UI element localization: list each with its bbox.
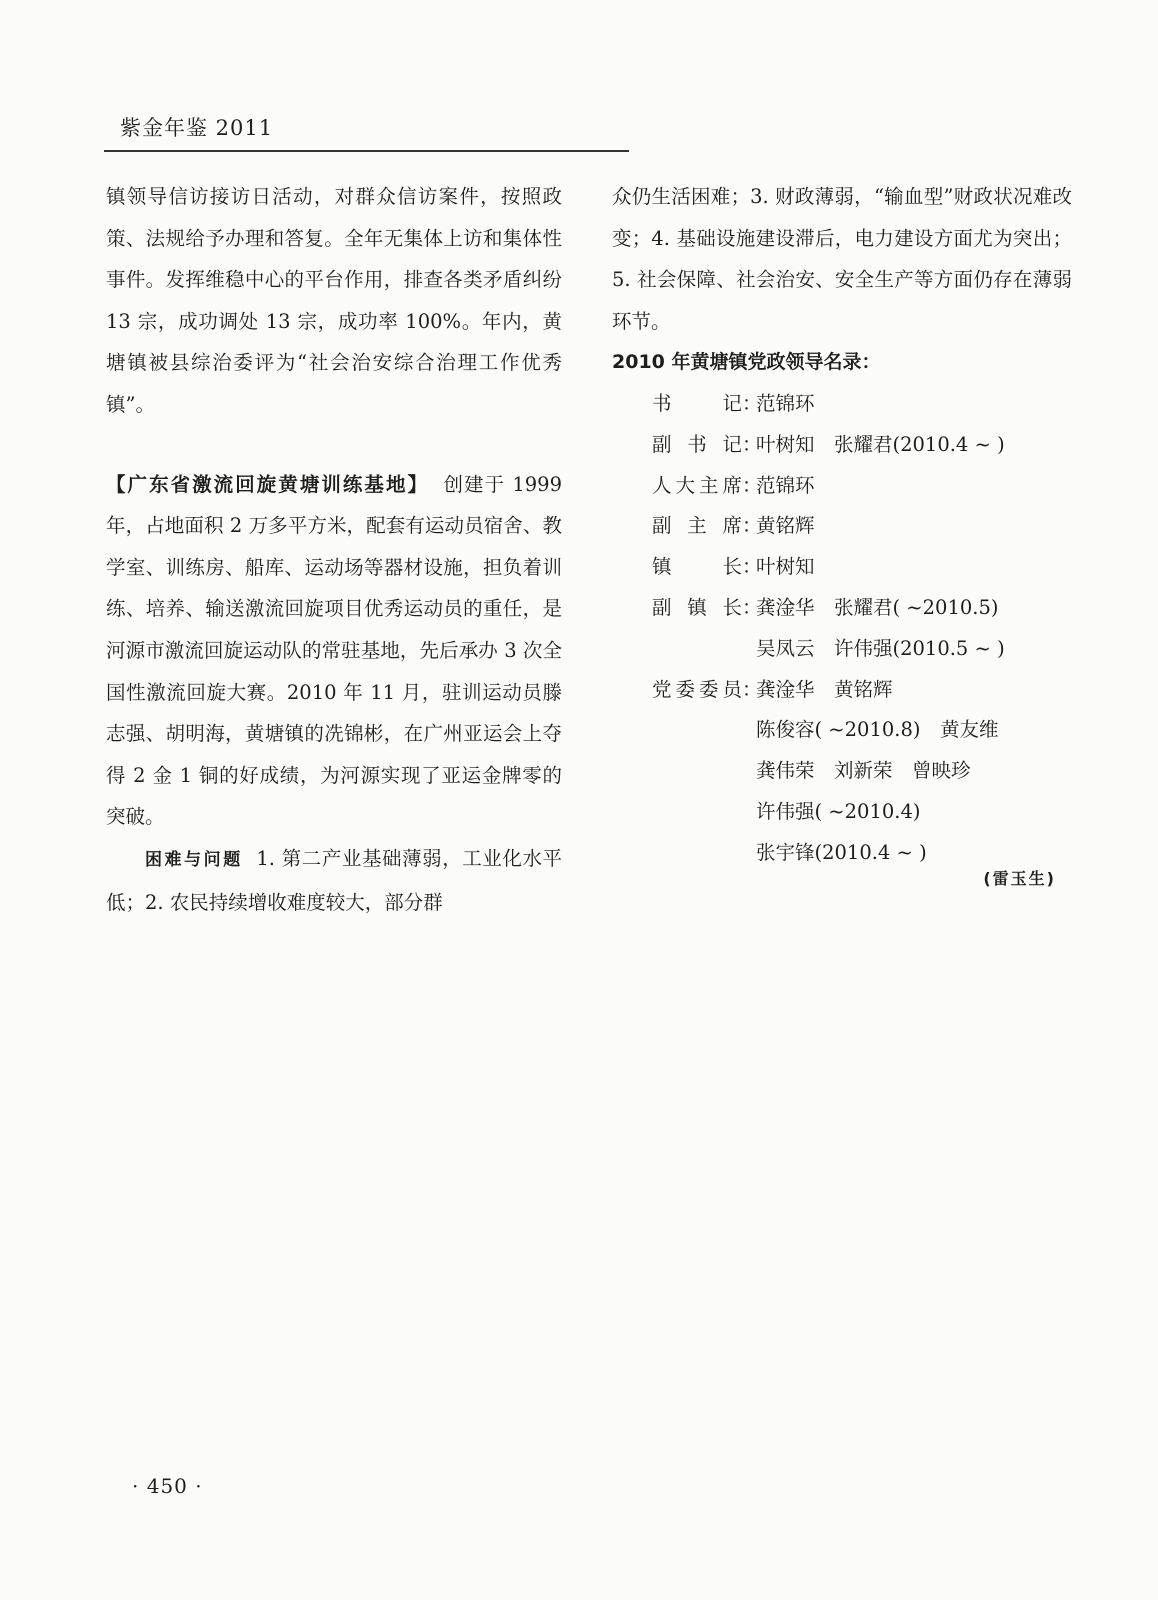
roster-label: 镇 长: [652, 555, 742, 579]
leadership-roster: [612, 384, 1072, 874]
roster-label: [612, 792, 742, 833]
roster-names: 许伟强( ~2010.4): [756, 799, 921, 823]
roster-colon: ：: [742, 555, 762, 579]
page-number: · 450 ·: [132, 1474, 203, 1498]
section-gap: [106, 426, 562, 464]
roster-colon: ：: [742, 677, 762, 701]
roster-names: 叶树知: [756, 555, 815, 579]
roster-row: [612, 710, 1072, 751]
paragraph-problems-continued: 众仍生活困难；3. 财政薄弱，“输血型”财政状况难改变；4. 基础设施建设滞后，电力建设方面尤为突出；5. 社会保障、社会治安、安全生产等方面仍存在薄弱环节。: [612, 185, 1072, 333]
roster-label: [612, 629, 742, 670]
roster-label: [612, 710, 742, 751]
entry-body: 创建于 1999 年，占地面积 2 万多平方米，配套有运动员宿舍、教学室、训练房、船库、运动场等器材设施，担负着训练、培养、输送激流回旋项目优秀运动员的重任，是河源市激流回旋运动队的常驻基地，先后承办 3 次全国性激流回旋大赛。2010 年 11 月，驻训运动员滕志强、胡明海，黄塘镇的冼锦彬，在广州亚运会上夺得 2 金 1 铜的好成绩，为河源实现了亚运金牌零的突破。: [106, 472, 569, 829]
roster-row: [612, 670, 1072, 711]
roster-row: [612, 384, 1072, 425]
roster-label: 副 镇 长: [652, 595, 742, 619]
problems-body: 1. 第二产业基础薄弱，工业化水平低；2. 农民持续增收难度较大，部分群: [106, 846, 563, 914]
right-column: [612, 176, 1072, 874]
roster-names: 范锦环: [756, 473, 815, 497]
roster-colon: ：: [742, 473, 762, 497]
roster-colon: [742, 792, 756, 833]
roster-names: 吴凤云 许伟强(2010.5 ~ ): [756, 636, 1005, 660]
roster-names: 黄铭辉: [756, 514, 815, 538]
paragraph-problems: [106, 838, 562, 923]
roster-names: 龚淦华 黄铭辉: [756, 677, 893, 701]
roster-row: [612, 588, 1072, 629]
author-credit: (雷玉生): [983, 869, 1056, 888]
roster-label: 书 记: [652, 391, 742, 415]
roster-label: [612, 833, 742, 874]
roster-label: 党委委员: [652, 677, 742, 701]
roster-names: 龚淦华 张耀君( ~2010.5): [756, 595, 999, 619]
roster-row: [612, 547, 1072, 588]
roster-names: 龚伟荣 刘新荣 曾映珍: [756, 759, 971, 783]
paragraph-training-base: [106, 464, 569, 838]
roster-row: [612, 792, 1072, 833]
entry-heading: 【广东省激流回旋黄塘训练基地】: [106, 472, 430, 496]
roster-colon: ：: [742, 595, 762, 619]
roster-colon: [742, 629, 756, 670]
roster-row: [612, 629, 1072, 670]
roster-row: [612, 751, 1072, 792]
header-rule: [104, 150, 629, 152]
roster-row: [612, 466, 1072, 507]
roster-title: 2010 年黄塘镇党政领导名录：: [612, 351, 881, 374]
roster-label: 副 书 记: [652, 432, 742, 456]
paragraph-petition: 镇领导信访接访日活动，对群众信访案件，按照政策、法规给予办理和答复。全年无集体上访和集体性事件。发挥维稳中心的平台作用，排查各类矛盾纠纷 13 宗，成功调处 13 宗，成功率 100%。年内，黄塘镇被县综治委评为“社会治安综合治理工作优秀镇”。: [106, 185, 562, 416]
roster-colon: [742, 833, 756, 874]
roster-names: 张宇锋(2010.4 ~ ): [756, 840, 927, 864]
roster-colon: [742, 710, 756, 751]
roster-names: 陈俊容( ~2010.8) 黄友维: [756, 718, 999, 742]
roster-label: 人大主席: [652, 473, 742, 497]
roster-label: [612, 751, 742, 792]
roster-colon: ：: [742, 432, 762, 456]
roster-row: [612, 506, 1072, 547]
problems-heading: 困难与问题: [145, 849, 243, 870]
roster-label: 副 主 席: [652, 514, 742, 538]
running-header: 紫金年鉴 2011: [120, 116, 274, 140]
roster-colon: ：: [742, 391, 762, 415]
roster-colon: ：: [742, 514, 762, 538]
left-column: [106, 176, 569, 923]
roster-row: [612, 425, 1072, 466]
roster-names: 范锦环: [756, 391, 815, 415]
roster-colon: [742, 751, 756, 792]
roster-names: 叶树知 张耀君(2010.4 ~ ): [756, 432, 1005, 456]
